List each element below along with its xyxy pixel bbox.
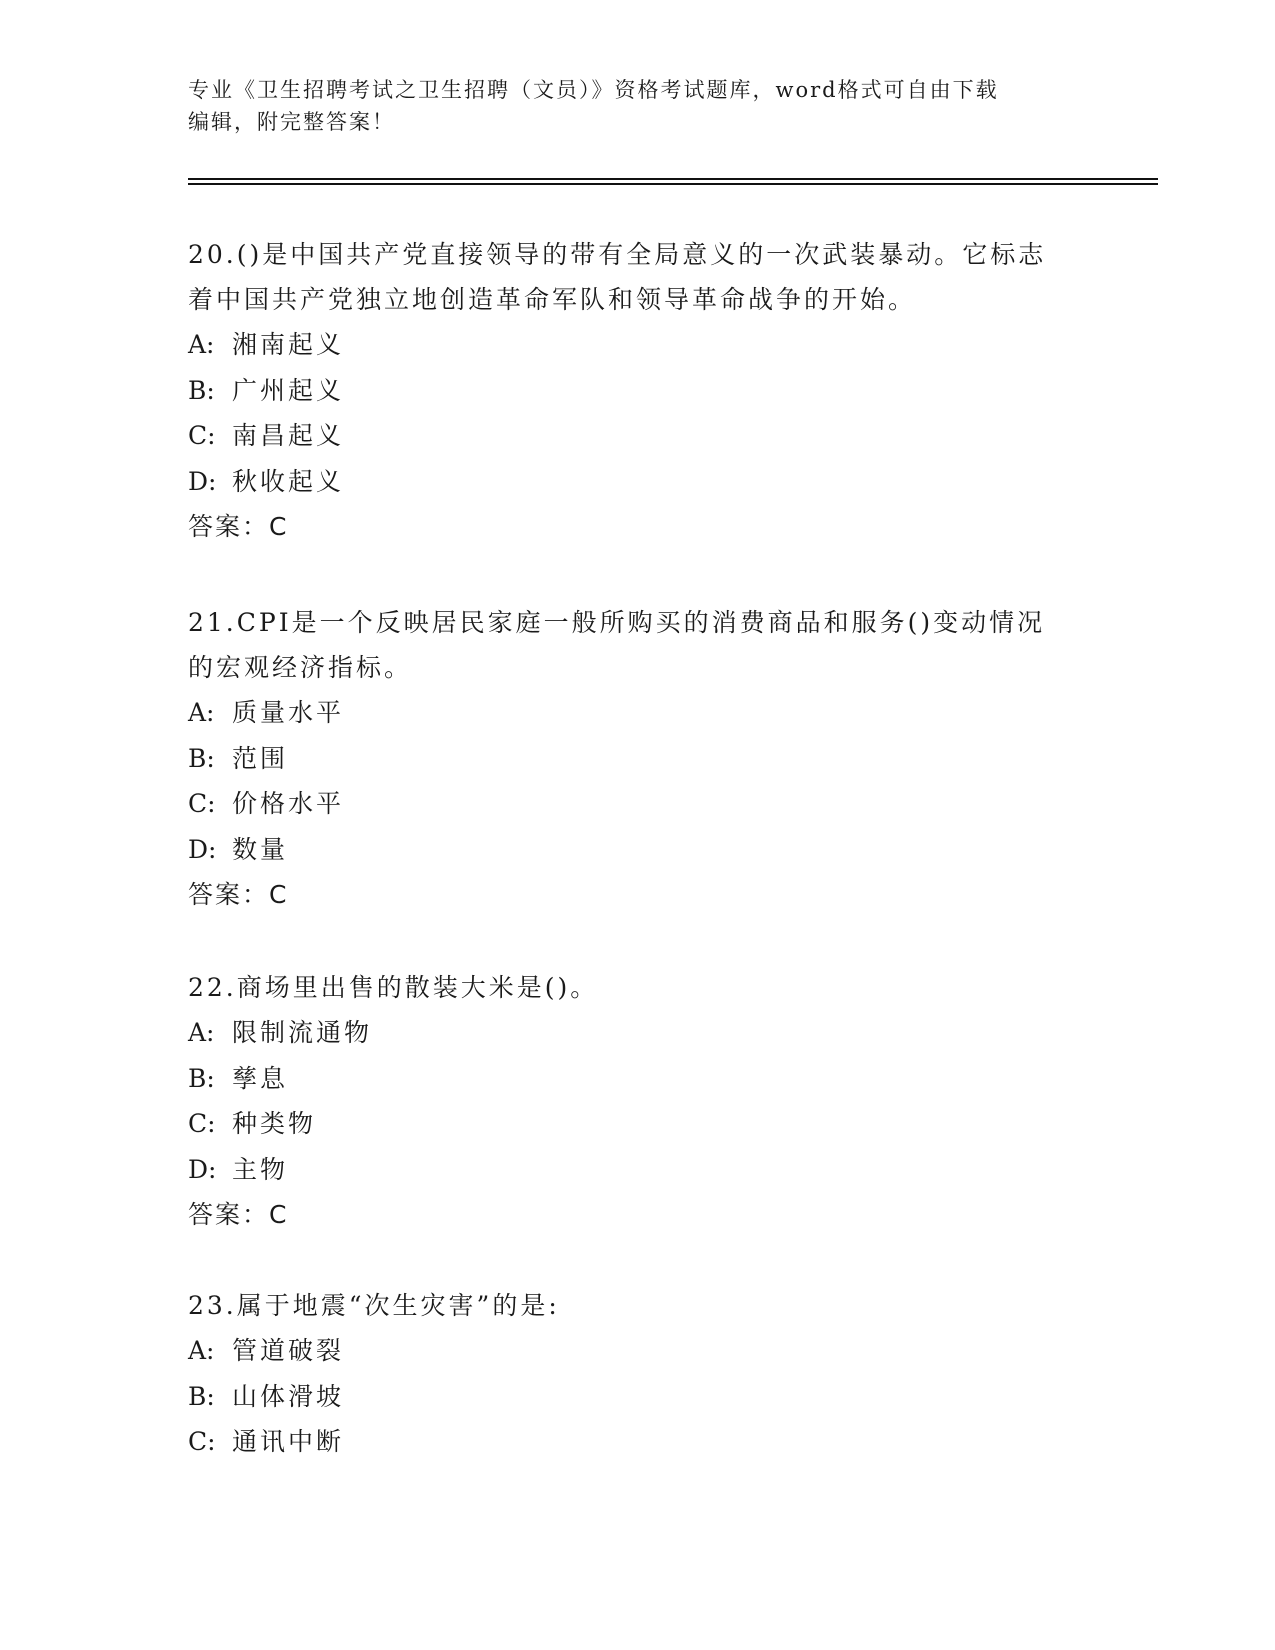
option-b	[188, 1056, 1078, 1102]
option-letter: B:	[188, 1381, 215, 1411]
option-letter: C:	[188, 1109, 216, 1138]
option-letter: D:	[188, 834, 217, 864]
option-text: 山体滑坡	[232, 1381, 345, 1411]
option-text: 质量水平	[232, 698, 345, 727]
option-letter: A:	[188, 1018, 215, 1047]
option-letter: B:	[188, 1063, 215, 1093]
question-21	[188, 600, 1078, 918]
option-a	[188, 690, 1078, 736]
option-letter: C:	[188, 421, 216, 450]
header-line-2: 编辑，附完整答案！	[188, 110, 395, 134]
option-text: 秋收起义	[232, 466, 345, 496]
option-text: 湘南起义	[232, 330, 345, 359]
question-text-line-2: 的宏观经济指标。	[188, 653, 413, 682]
option-letter: B:	[188, 375, 215, 405]
question-text-line-1: 21.CPI是一个反映居民家庭一般所购买的消费商品和服务()变动情况	[188, 608, 1046, 637]
option-c	[188, 413, 1078, 459]
option-letter: A:	[188, 1336, 215, 1365]
question-text-line-2: 着中国共产党独立地创造革命军队和领导革命战争的开始。	[188, 285, 917, 314]
option-text: 孳息	[232, 1063, 289, 1093]
answer-line: 答案：C	[188, 1200, 289, 1229]
option-text: 价格水平	[232, 789, 345, 818]
answer-line: 答案：C	[188, 880, 289, 909]
question-23	[188, 1283, 1078, 1465]
option-text: 管道破裂	[232, 1336, 345, 1365]
question-text-line-1: 23.属于地震“次生灾害”的是:	[188, 1291, 560, 1320]
option-text: 数量	[232, 834, 289, 864]
header-line-1: 专业《卫生招聘考试之卫生招聘（文员）》资格考试题库，word格式可自由下载	[188, 78, 999, 102]
question-20	[188, 232, 1078, 550]
option-letter: C:	[188, 1427, 216, 1456]
question-22	[188, 965, 1078, 1238]
option-text: 范围	[232, 743, 289, 773]
document-header	[188, 74, 1088, 138]
option-c	[188, 1101, 1078, 1147]
option-letter: A:	[188, 330, 215, 359]
option-text: 种类物	[232, 1109, 317, 1138]
option-b	[188, 1374, 1078, 1420]
answer-line: 答案：C	[188, 512, 289, 541]
question-text-line-1: 22.商场里出售的散装大米是()。	[188, 973, 599, 1002]
option-d	[188, 1147, 1078, 1193]
option-text: 通讯中断	[232, 1427, 345, 1456]
option-a	[188, 1010, 1078, 1056]
option-c	[188, 1419, 1078, 1465]
question-text-line-1: 20.()是中国共产党直接领导的带有全局意义的一次武装暴动。它标志	[188, 240, 1047, 269]
option-letter: A:	[188, 698, 215, 727]
option-text: 主物	[232, 1154, 289, 1184]
option-text: 限制流通物	[232, 1018, 373, 1047]
option-b	[188, 736, 1078, 782]
option-text: 南昌起义	[232, 421, 345, 450]
option-a	[188, 322, 1078, 368]
header-rule-bottom	[188, 183, 1158, 185]
option-c	[188, 781, 1078, 827]
option-letter: C:	[188, 789, 216, 818]
header-rule-top	[188, 178, 1158, 180]
option-text: 广州起义	[232, 375, 345, 405]
option-a	[188, 1328, 1078, 1374]
option-d	[188, 459, 1078, 505]
option-b	[188, 368, 1078, 414]
option-letter: B:	[188, 743, 215, 773]
option-letter: D:	[188, 466, 217, 496]
option-d	[188, 827, 1078, 873]
option-letter: D:	[188, 1154, 217, 1184]
